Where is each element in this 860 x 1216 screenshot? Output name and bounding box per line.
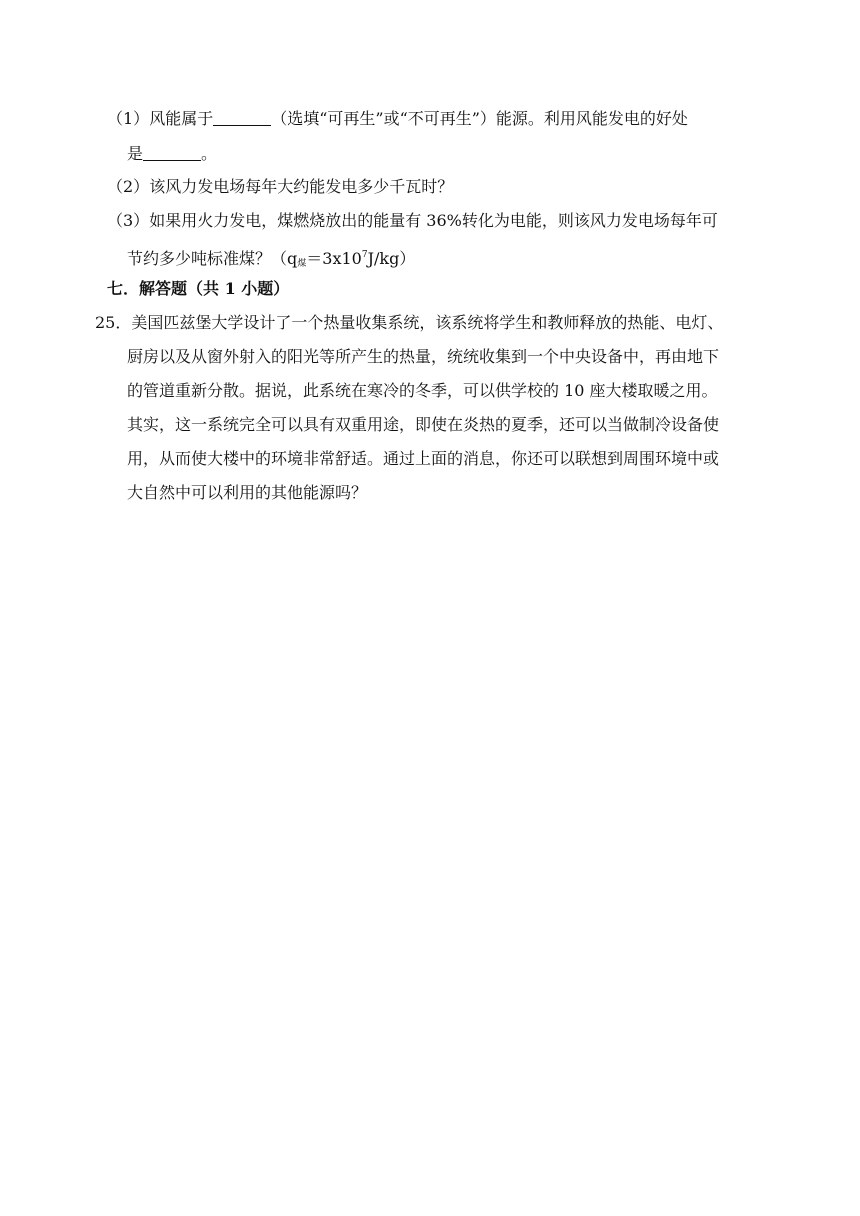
- section-title: 七．解答题（共 1 小题）: [107, 279, 290, 298]
- q1-text-c: 是: [127, 144, 144, 163]
- q1-answer-blank-2[interactable]: [143, 144, 201, 161]
- q25-line-2: [127, 347, 719, 367]
- q25-text-line: 的管道重新分散。据说，此系统在寒冷的冬季，可以供学校的 10 座大楼取暖之用。: [127, 381, 718, 400]
- q25-line-6: [127, 483, 367, 503]
- q3-label: （3）: [107, 211, 150, 230]
- q25-text-line: 大自然中可以利用的其他能源吗？: [127, 483, 368, 502]
- q3-text-d: J/kg）: [367, 249, 416, 268]
- q1-text-b: （选填“可再生”或“不可再生”）能源。利用风能发电的好处: [271, 109, 688, 128]
- q25-text-line: 其实，这一系统完全可以具有双重用途，即使在炎热的夏季，还可以当做制冷设备使: [127, 415, 720, 434]
- q25-line-3: [127, 381, 718, 401]
- q25-text-line: 厨房以及从窗外射入的阳光等所产生的热量，统统收集到一个中央设备中，再由地下: [127, 347, 720, 366]
- q3-superscript: 7: [361, 250, 368, 260]
- q3-line-2: [127, 245, 415, 274]
- q2-text: 该风力发电场每年大约能发电多少千瓦时？: [149, 177, 454, 196]
- q1-answer-blank-1[interactable]: [213, 109, 271, 126]
- q1-label: （1）: [107, 109, 150, 128]
- q3-text-b: 节约多少吨标准煤？（q: [127, 249, 298, 268]
- q1-line-1: [107, 109, 688, 129]
- section-heading: [107, 279, 289, 299]
- q1-text-a: 风能属于: [149, 109, 214, 128]
- q3-subscript: 煤: [297, 259, 307, 269]
- q2-label: （2）: [107, 177, 150, 196]
- q3-text-a: 如果用火力发电，煤燃烧放出的能量有 36%转化为电能，则该风力发电场每年可: [149, 211, 718, 230]
- q25-number: 25．: [95, 313, 132, 332]
- q2-line: [107, 177, 453, 197]
- q25-line-1: [95, 313, 723, 333]
- q1-text-d: 。: [201, 144, 218, 163]
- q25-text-line: 美国匹兹堡大学设计了一个热量收集系统，该系统将学生和教师释放的热能、电灯、: [131, 313, 724, 332]
- q25-line-4: [127, 415, 719, 435]
- q3-line-1: [107, 211, 718, 231]
- q1-line-2: [127, 144, 217, 164]
- q3-text-c: ＝3x10: [306, 249, 362, 268]
- q25-text-line: 用，从而使大楼中的环境非常舒适。通过上面的消息，你还可以联想到周围环境中或: [127, 449, 720, 468]
- q25-line-5: [127, 449, 719, 469]
